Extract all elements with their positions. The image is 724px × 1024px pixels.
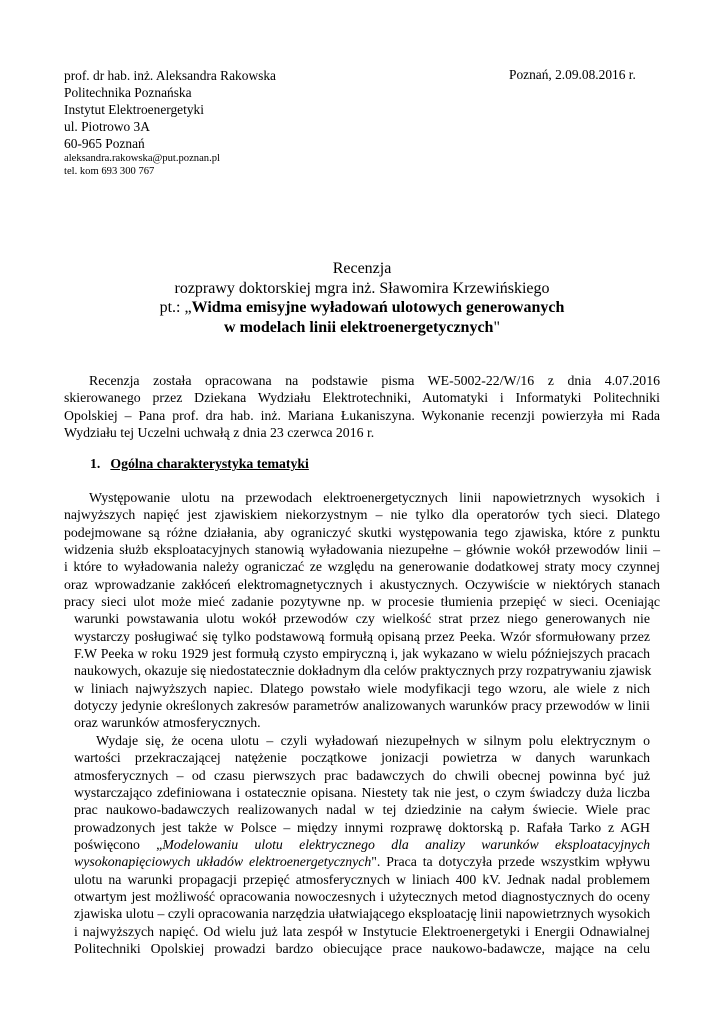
body-line: zjawiska ulotu – czyli opracowania narzędzia ułatwiającego eksploatację linii napowietrznych wysokich: [74, 906, 651, 922]
body-line: [64, 853, 660, 870]
sender-name: prof. dr hab. inż. Aleksandra Rakowska: [64, 68, 276, 83]
title-suffix: ": [493, 318, 500, 336]
body-line: Wydaje się, że ocena ulotu – czyli wyładowań niezupełnych w silnym polu elektrycznym o: [96, 732, 650, 748]
body-line: wystarczająco zdefiniowana i ostatecznie opisana. Niestety tak nie jest, o czym świadczy duża liczba: [74, 784, 650, 800]
title-prefix: pt.: „: [159, 299, 192, 316]
intro-line: Wydziału tej Uczelni uchwałą z dnia 23 czerwca 2016 r.: [64, 425, 375, 441]
title-topic-part1: Widma emisyjne wyładowań ulotowych generowanych: [191, 299, 565, 316]
body-line: wartości przekraczającej natężenie początkowe jonizacji powietrza w danych warunkach: [74, 750, 650, 766]
body-line: Występowanie ulotu na przewodach elektroenergetycznych linii napowietrznych wysokich i: [89, 490, 660, 505]
body-line: naukowych, okazuje się niedostatecznie dokładnym dla celów praktycznych przy rozpatrywaniu zjawisk: [74, 663, 652, 679]
body-line: Politechniki Opolskiej prowadzi bardzo obiecujące prace naukowo-badawcze, mające na celu: [74, 940, 650, 956]
title-line-topic-cont: [64, 318, 660, 338]
body-line: pracy sieci ulot może mieć zadanie pozytywne np. w procesie tłumienia przepięć w sieci. Oceniając: [64, 594, 660, 610]
body-line: warunki powstawania ulotu wokół przewodów czy wielkość strat przez niego generowanych nie: [74, 611, 650, 627]
body-line: w liniach najwyższych napiec. Dlatego powstało wiele modyfikacji tego wzoru, ale wiele z nich: [74, 680, 650, 696]
intro-paragraph: [64, 372, 660, 441]
intro-line: skierowanego przez Dziekana Wydziału Elektrotechniki, Automatyki i Informatyki Politechniki: [64, 390, 660, 406]
sender-street: ul. Piotrowo 3A: [64, 119, 150, 134]
sender-institution: Politechnika Poznańska: [64, 85, 192, 100]
body-line: oraz wprowadzanie zakłóceń elektromagnetycznych i akustycznych. Oczywiście w niektórych stanach: [64, 576, 660, 592]
body-line: wystarczy posługiwać się tylko podstawową formułą opisaną przez Peeka. Wzór sformułowany przez: [74, 628, 650, 644]
body-line: oraz warunków atmosferycznych.: [74, 715, 261, 731]
body-line: prowadzonych jest także w Polsce – między innymi rozprawę doktorską p. Rafała Tarko z AGH: [74, 819, 650, 835]
body-italic-title: wysokonapięciowych układów elektroenergetycznych: [74, 854, 372, 870]
body-line: i najwyższych napięć. Od wielu już lata zespół w Instytucie Elektroenergetyki i Energii Odnawialnej: [74, 923, 650, 939]
body-line: prac naukowo-badawczych realizowanych nadal w tej dziedzinie na całym świecie. Wiele prac: [74, 802, 650, 818]
place-and-date: Poznań, 2.09.08.2016 r.: [509, 67, 636, 82]
body-line: otwartym jest możliwość opracowania nowoczesnych i użytecznych metod diagnostycznych do oceny: [74, 888, 650, 904]
body-line: podejmowane są różne działania, aby ograniczyć skutki występowania tego zjawiska, które z punktu: [64, 524, 660, 540]
section-title: Ogólna charakterystyka tematyki: [110, 456, 309, 471]
review-title-block: [64, 259, 660, 337]
body-line: [64, 836, 660, 853]
title-topic-part2: w modelach linii elektroenergetycznych: [224, 318, 494, 336]
sender-address-block: [64, 67, 276, 178]
sender-city: 60-965 Poznań: [64, 136, 145, 151]
body-paragraphs: [64, 489, 660, 957]
body-line: ulotu na warunki propagacji przepięć atmosferycznych w liniach 400 kV. Jednak nadal problemem: [74, 871, 650, 887]
title-line-review: Recenzja: [332, 260, 392, 277]
body-line: widzenia służb eksploatacyjnych stanowią wyładowania niezupełne – głównie wokół przewodów linii –: [64, 542, 660, 558]
section-heading: [90, 456, 309, 472]
body-line: dotyczy jedynie określonych zakresów parametrów analizowanych warunków pracy przewodów w linii: [74, 698, 650, 714]
intro-line: Recenzja została opracowana na podstawie pisma WE-5002-22/W/16 z dnia 4.07.2016: [89, 373, 660, 388]
body-line: F.W Peeka w roku 1929 jest formułą czysto empiryczną i, jak wykazano w wielu późniejszych pracach: [74, 646, 650, 662]
intro-line: Opolskiej – Pana prof. dra hab. inż. Mariana Łukaniszyna. Wykonanie recenzji powierzyła mi Rada: [64, 407, 660, 423]
section-number: 1.: [90, 456, 101, 471]
body-italic-title: Modelowaniu ulotu elektrycznego dla analizy warunków eksploatacyjnych: [162, 836, 650, 852]
body-text: ". Praca ta dotyczyła przede wszystkim wpływu: [371, 854, 650, 870]
body-line: atmosferycznych – od czasu pierwszych prac badawczych do chwili obecnej powinna być już: [74, 767, 650, 783]
sender-email: aleksandra.rakowska@put.poznan.pl: [64, 153, 220, 164]
body-line: najwyższych napięć jest zjawiskiem niekorzystnym – nie tylko dla operatorów tych sieci. Dlatego: [64, 507, 660, 523]
body-text: poświęcono „: [74, 836, 163, 852]
sender-institute: Instytut Elektroenergetyki: [64, 102, 204, 117]
sender-phone: tel. kom 693 300 767: [64, 166, 155, 177]
body-line: i które to wyładowania należy ograniczać ze względu na generowanie dodatkowej straty mocy czynnej: [64, 559, 660, 575]
title-line-topic: [64, 298, 660, 318]
title-line-thesis: rozprawy doktorskiej mgra inż. Sławomira Krzewińskiego: [174, 279, 550, 297]
